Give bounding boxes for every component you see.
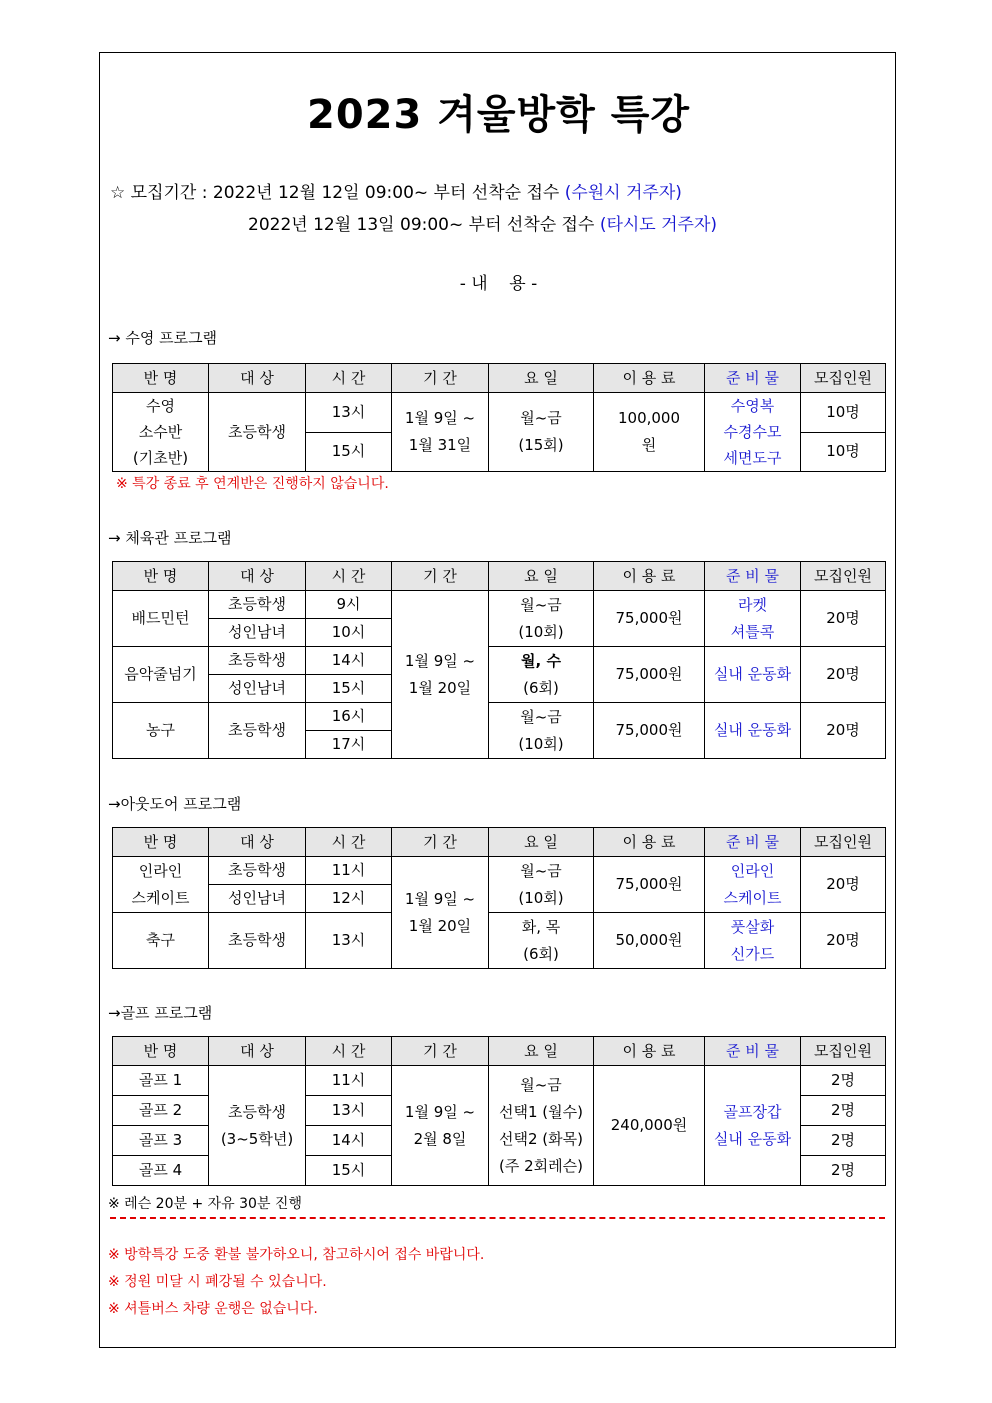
header-fee: 이 용 료 xyxy=(594,828,705,857)
header-time: 시 간 xyxy=(306,562,392,591)
target-cell: 초등학생 (3~5학년) xyxy=(209,1066,306,1186)
days-cell: 월~금 선택1 (월수) 선택2 (화목) (주 2회레슨) xyxy=(489,1066,594,1186)
outdoor-table xyxy=(112,827,886,969)
time-cell: 13시 xyxy=(306,393,392,433)
recruitment-note-2: (타시도 거주자) xyxy=(599,215,718,235)
target-cell: 성인남녀 xyxy=(209,885,306,913)
header-target: 대 상 xyxy=(209,364,306,393)
header-days: 요 일 xyxy=(489,562,594,591)
recruitment-note-1: (수원시 거주자) xyxy=(564,183,682,203)
header-time: 시 간 xyxy=(306,1037,392,1066)
capacity-cell: 2명 xyxy=(801,1156,886,1186)
table-row xyxy=(113,647,886,675)
swim-table xyxy=(112,363,886,472)
time-cell: 15시 xyxy=(306,675,392,703)
recruitment-line-2 xyxy=(248,210,717,235)
capacity-cell: 20명 xyxy=(801,913,886,969)
target-cell: 초등학생 xyxy=(209,703,306,759)
table-row xyxy=(113,857,886,885)
time-cell: 11시 xyxy=(306,1066,392,1096)
header-fee: 이 용 료 xyxy=(594,1037,705,1066)
class-name-cell: 골프 3 xyxy=(113,1126,209,1156)
header-time: 시 간 xyxy=(306,364,392,393)
time-cell: 10시 xyxy=(306,619,392,647)
header-period: 기 간 xyxy=(392,1037,489,1066)
period-cell: 1월 9일 ~ 2월 8일 xyxy=(392,1066,489,1186)
outdoor-section-heading: →아웃도어 프로그램 xyxy=(108,795,242,813)
capacity-cell: 20명 xyxy=(801,647,886,703)
header-period: 기 간 xyxy=(392,562,489,591)
page-title: 2023 겨울방학 특강 xyxy=(306,92,691,138)
header-days: 요 일 xyxy=(489,1037,594,1066)
table-header-row xyxy=(113,1037,886,1066)
gym-table xyxy=(112,561,886,759)
class-name-cell: 골프 1 xyxy=(113,1066,209,1096)
table-row xyxy=(113,591,886,619)
header-days: 요 일 xyxy=(489,364,594,393)
target-cell: 성인남녀 xyxy=(209,619,306,647)
swim-section-heading: → 수영 프로그램 xyxy=(108,329,218,347)
document-frame xyxy=(99,52,896,1348)
class-name-cell: 음악줄넘기 xyxy=(113,647,209,703)
header-prep: 준 비 물 xyxy=(705,828,801,857)
header-time: 시 간 xyxy=(306,828,392,857)
table-row xyxy=(113,703,886,731)
capacity-cell: 2명 xyxy=(801,1096,886,1126)
days-cell: 월~금 (15회) xyxy=(489,393,594,472)
table-row xyxy=(113,1066,886,1096)
header-period: 기 간 xyxy=(392,828,489,857)
table-row xyxy=(113,913,886,969)
gym-section-heading: → 체육관 프로그램 xyxy=(108,529,232,547)
fee-cell: 240,000원 xyxy=(594,1066,705,1186)
header-class: 반 명 xyxy=(113,1037,209,1066)
header-class: 반 명 xyxy=(113,828,209,857)
time-cell: 14시 xyxy=(306,647,392,675)
capacity-cell: 2명 xyxy=(801,1066,886,1096)
recruitment-date-1: 2022년 12월 12일 09:00~ 부터 선착순 접수 xyxy=(212,183,560,203)
star-icon: ☆ xyxy=(110,183,126,203)
period-cell: 1월 9일 ~ 1월 20일 xyxy=(392,591,489,759)
divider-line xyxy=(110,1217,885,1219)
capacity-cell: 10명 xyxy=(801,393,886,433)
time-cell: 14시 xyxy=(306,1126,392,1156)
table-row xyxy=(113,393,886,433)
target-cell: 초등학생 xyxy=(209,393,306,472)
class-name-cell: 농구 xyxy=(113,703,209,759)
time-cell: 17시 xyxy=(306,731,392,759)
target-cell: 초등학생 xyxy=(209,647,306,675)
days-cell: 월~금 (10회) xyxy=(489,857,594,913)
table-header-row xyxy=(113,562,886,591)
days-cell: 월~금 (10회) xyxy=(489,591,594,647)
header-prep: 준 비 물 xyxy=(705,364,801,393)
header-target: 대 상 xyxy=(209,828,306,857)
header-period: 기 간 xyxy=(392,364,489,393)
golf-section-heading: →골프 프로그램 xyxy=(108,1004,213,1022)
fee-cell: 50,000원 xyxy=(594,913,705,969)
header-fee: 이 용 료 xyxy=(594,364,705,393)
fee-cell: 75,000원 xyxy=(594,591,705,647)
recruitment-line-1 xyxy=(110,178,682,203)
header-prep: 준 비 물 xyxy=(705,562,801,591)
table-header-row xyxy=(113,828,886,857)
header-class: 반 명 xyxy=(113,364,209,393)
days-cell: 화, 목 (6회) xyxy=(489,913,594,969)
prep-cell: 실내 운동화 xyxy=(705,647,801,703)
target-cell: 성인남녀 xyxy=(209,675,306,703)
target-cell: 초등학생 xyxy=(209,857,306,885)
class-name-cell: 축구 xyxy=(113,913,209,969)
fee-cell: 75,000원 xyxy=(594,647,705,703)
class-name-cell: 배드민턴 xyxy=(113,591,209,647)
header-capacity: 모집인원 xyxy=(801,828,886,857)
prep-cell: 라켓 셔틀콕 xyxy=(705,591,801,647)
notice-refund: ※ 방학특강 도중 환불 불가하오니, 참고하시어 접수 바랍니다. xyxy=(108,1247,485,1263)
prep-cell: 인라인 스케이트 xyxy=(705,857,801,913)
table-header-row xyxy=(113,364,886,393)
capacity-cell: 20명 xyxy=(801,703,886,759)
time-cell: 13시 xyxy=(306,1096,392,1126)
class-name-cell: 골프 4 xyxy=(113,1156,209,1186)
recruitment-label: 모집기간 : xyxy=(130,183,208,203)
time-cell: 11시 xyxy=(306,857,392,885)
capacity-cell: 10명 xyxy=(801,432,886,472)
capacity-cell: 20명 xyxy=(801,857,886,913)
time-cell: 9시 xyxy=(306,591,392,619)
header-target: 대 상 xyxy=(209,1037,306,1066)
header-capacity: 모집인원 xyxy=(801,562,886,591)
period-cell: 1월 9일 ~ 1월 31일 xyxy=(392,393,489,472)
header-days: 요 일 xyxy=(489,828,594,857)
prep-cell: 실내 운동화 xyxy=(705,703,801,759)
capacity-cell: 2명 xyxy=(801,1126,886,1156)
header-target: 대 상 xyxy=(209,562,306,591)
class-name-cell: 인라인 스케이트 xyxy=(113,857,209,913)
header-capacity: 모집인원 xyxy=(801,1037,886,1066)
swim-note: ※ 특강 종료 후 연계반은 진행하지 않습니다. xyxy=(116,476,389,492)
capacity-cell: 20명 xyxy=(801,591,886,647)
content-heading: - 내 용 - xyxy=(459,274,538,294)
time-cell: 15시 xyxy=(306,432,392,472)
header-class: 반 명 xyxy=(113,562,209,591)
days-cell: 월, 수 (6회) xyxy=(489,647,594,703)
class-name-cell: 골프 2 xyxy=(113,1096,209,1126)
header-prep: 준 비 물 xyxy=(705,1037,801,1066)
header-capacity: 모집인원 xyxy=(801,364,886,393)
class-name-cell: 수영 소수반 (기초반) xyxy=(113,393,209,472)
fee-cell: 75,000원 xyxy=(594,857,705,913)
fee-cell: 75,000원 xyxy=(594,703,705,759)
prep-cell: 골프장갑 실내 운동화 xyxy=(705,1066,801,1186)
period-cell: 1월 9일 ~ 1월 20일 xyxy=(392,857,489,969)
recruitment-date-2: 2022년 12월 13일 09:00~ 부터 선착순 접수 xyxy=(248,215,595,235)
fee-cell: 100,000 원 xyxy=(594,393,705,472)
time-cell: 13시 xyxy=(306,913,392,969)
header-fee: 이 용 료 xyxy=(594,562,705,591)
time-cell: 15시 xyxy=(306,1156,392,1186)
notice-cancellation: ※ 정원 미달 시 폐강될 수 있습니다. xyxy=(108,1274,327,1290)
prep-cell: 수영복 수경수모 세면도구 xyxy=(705,393,801,472)
time-cell: 16시 xyxy=(306,703,392,731)
target-cell: 초등학생 xyxy=(209,591,306,619)
target-cell: 초등학생 xyxy=(209,913,306,969)
golf-note: ※ 레슨 20분 + 자유 30분 진행 xyxy=(108,1196,302,1212)
time-cell: 12시 xyxy=(306,885,392,913)
prep-cell: 풋살화 신가드 xyxy=(705,913,801,969)
notice-shuttle: ※ 셔틀버스 차량 운행은 없습니다. xyxy=(108,1301,318,1317)
days-cell: 월~금 (10회) xyxy=(489,703,594,759)
golf-table xyxy=(112,1036,886,1186)
